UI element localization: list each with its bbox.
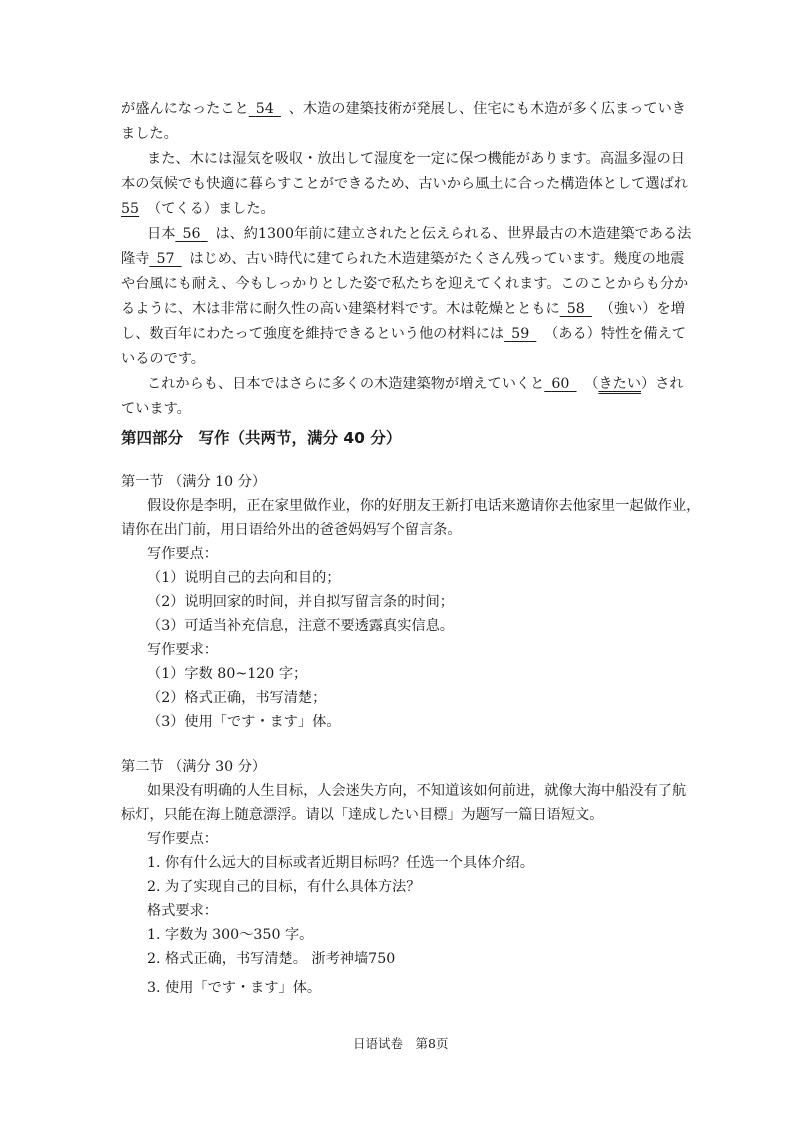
blank-54[interactable]: 54 xyxy=(255,101,274,117)
passage-text: ）され xyxy=(641,376,684,392)
section1-req-title: 写作要求： xyxy=(147,642,218,658)
passage-text: ています。 xyxy=(121,401,191,417)
passage-line xyxy=(147,224,691,244)
passage-text: はじめ、古い時代に建てられた木造建築がたくさん残っています。幾度の地震 xyxy=(189,251,685,267)
blank-56[interactable]: 56 xyxy=(182,226,201,242)
passage-line xyxy=(121,99,686,119)
section2-prompt: 标灯，只能在海上随意漂浮。请以「達成したい目標」为题写一篇日语短文。 xyxy=(121,807,604,823)
passage-text: また、木には湿気を吸収・放出して湿度を一定に保つ機能があります。高温多湿の日 xyxy=(147,151,685,167)
passage-text: （てくる）ました。 xyxy=(147,201,275,217)
part4-title: 第四部分 写作（共两节，满分 40 分） xyxy=(121,429,402,447)
section2-prompt: 如果没有明确的人生目标，人会迷失方向，不知道该如何前进，就像大海中船没有了航 xyxy=(147,783,687,799)
section1-point: （1）说明自己的去向和目的； xyxy=(147,570,341,586)
passage-text: 日本 xyxy=(147,226,176,242)
passage-line xyxy=(121,124,178,144)
blank-60[interactable]: 60 xyxy=(551,376,570,392)
passage-text: 隆寺 xyxy=(121,251,150,267)
passage-text: （ある）特性を備えて xyxy=(544,326,686,342)
passage-line xyxy=(121,299,685,319)
section1-prompt: 假设你是李明，正在家里做作业，你的好朋友王新打电话来邀请你去他家里一起做作业， xyxy=(147,498,701,514)
blank-58[interactable]: 58 xyxy=(566,301,585,317)
section1-req: （2）格式正确，书写清楚； xyxy=(147,690,327,706)
section1-req: （1）字数 80~120 字； xyxy=(147,666,308,682)
passage-line xyxy=(147,149,685,169)
passage-line xyxy=(121,399,191,419)
section2-header: 第二节 （满分 30 分） xyxy=(121,759,267,775)
blank-55[interactable]: 55 xyxy=(121,201,140,217)
passage-text: ました。 xyxy=(121,126,178,142)
passage-text: 本の気候でも快適に暮らすことができるため、古いから風土に合った構造体として選ばれ xyxy=(121,176,688,192)
section1-point: （2）说明回家的时间，并自拟写留言条的时间； xyxy=(147,594,454,610)
section1-header: 第一节 （满分 10 分） xyxy=(121,474,267,490)
section1-points-title: 写作要点： xyxy=(147,546,218,562)
passage-text: が盛んになったこと xyxy=(121,101,249,117)
section1-point: （3）可适当补充信息，注意不要透露真实信息。 xyxy=(147,618,454,634)
blank-59[interactable]: 59 xyxy=(511,326,530,342)
page-footer: 日语试卷 第8页 xyxy=(353,1036,449,1051)
passage-line xyxy=(121,324,686,344)
blank-57[interactable]: 57 xyxy=(156,251,175,267)
passage-text: し、数百年にわたって強度を維持できるという他の材料には xyxy=(121,326,505,342)
passage-text: や台風にも耐え、今もしっかりとした姿で私たちを迎えてくれます。このことからも分か xyxy=(121,276,689,292)
section1-req: （3）使用「です・ます」体。 xyxy=(147,714,341,730)
section2-req-title: 格式要求： xyxy=(147,903,218,919)
passage-text: これからも、日本ではさらに多くの木造建築物が増えていくと xyxy=(147,376,545,392)
passage-line: これからも、日本ではさらに多くの木造建築物が増えていくと 60 （きたい）され xyxy=(147,376,684,392)
passage-text: 、木造の建築技術が発展し、住宅にも木造が多く広まっていき xyxy=(288,101,686,117)
section2-points-title: 写作要点： xyxy=(147,831,218,847)
section2-req: 1. 字数为 300～350 字。 xyxy=(147,927,314,943)
passage-text: （強い）を増 xyxy=(599,301,685,317)
passage-line xyxy=(121,274,688,294)
passage-line xyxy=(121,249,684,269)
section2-req: 3. 使用「です・ます」体。 xyxy=(147,980,322,996)
passage-line xyxy=(121,349,205,369)
kitai-word: きたい xyxy=(598,376,642,392)
passage-text: いるのです。 xyxy=(121,351,205,367)
section2-req: 2. 格式正确，书写清楚。 浙考神墙750 xyxy=(147,951,396,967)
passage-text: るように、木は非常に耐久性の高い建築材料です。木は乾燥とともに xyxy=(121,301,560,317)
section1-prompt: 请你在出门前，用日语给外出的爸爸妈妈写个留言条。 xyxy=(121,522,462,538)
passage-text: は、約1300年前に建立されたと伝えられる、世界最古の木造建築である法 xyxy=(215,226,692,242)
passage-line xyxy=(121,174,688,194)
section2-point: 1. 你有什么远大的目标或者近期目标吗？任选一个具体介绍。 xyxy=(147,855,534,871)
section2-point: 2. 为了实现自己的目标，有什么具体方法？ xyxy=(147,879,421,895)
passage-line xyxy=(121,199,275,219)
